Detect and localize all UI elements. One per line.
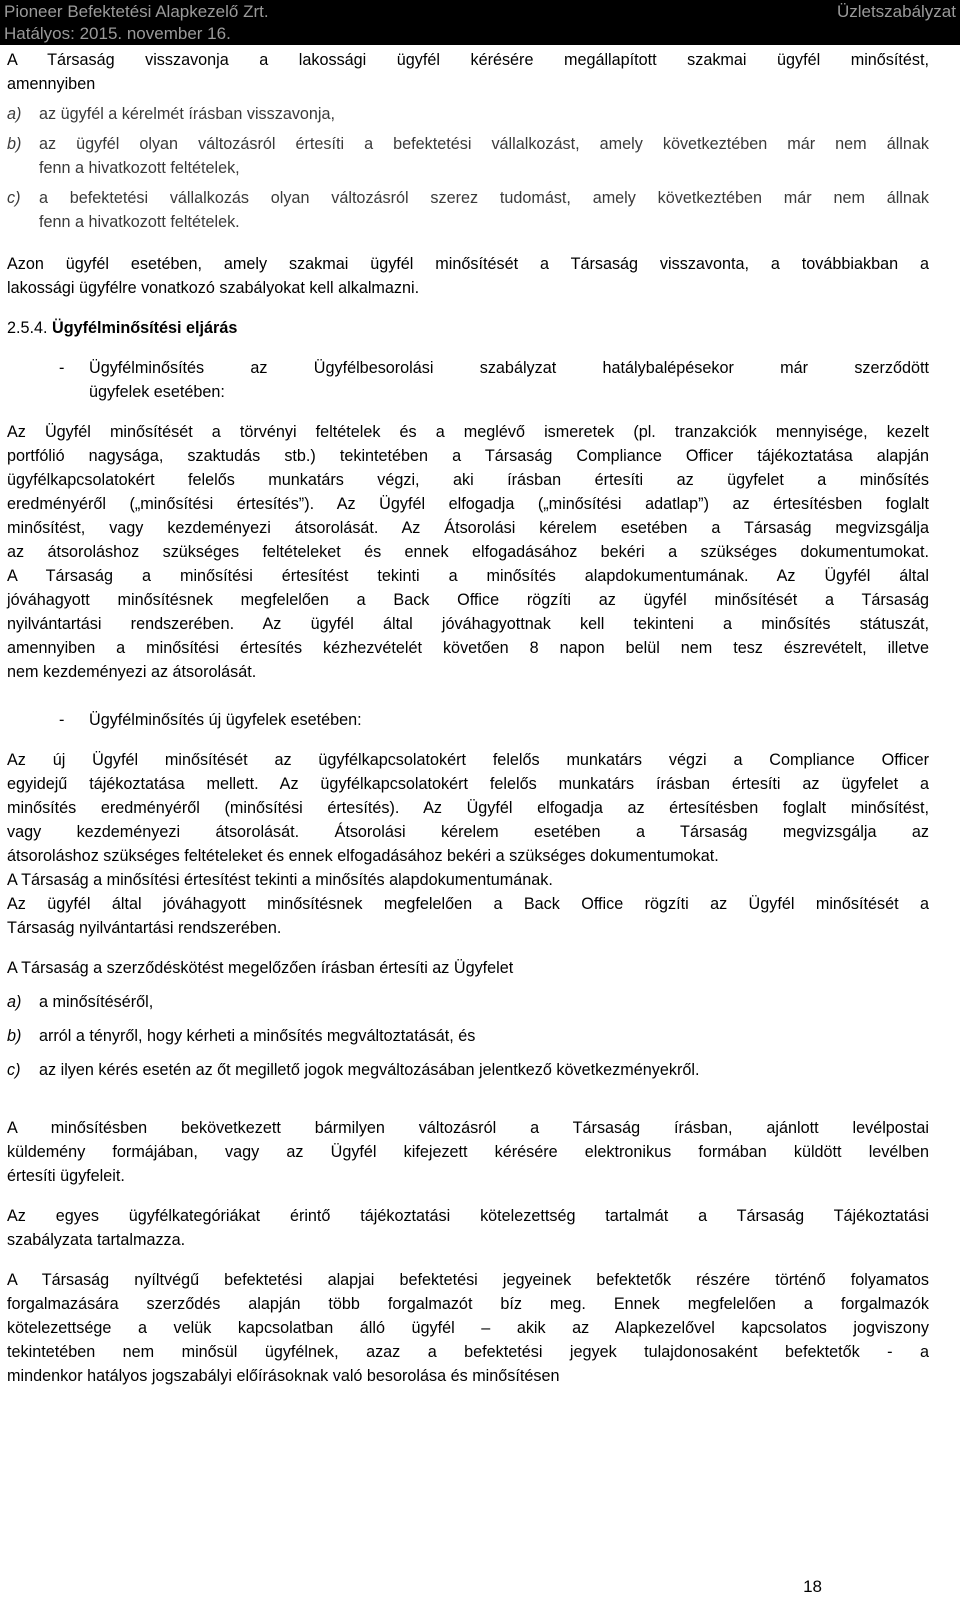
text-line: Társaság nyilvántartási rendszerében. (7, 919, 282, 937)
header-effective-date: Hatályos: 2015. november 16. (4, 24, 231, 43)
notify-intro: A Társaság a szerződéskötést megelőzően írásban értesíti az Ügyfelet (7, 959, 514, 977)
text-line: mindenkor hatályos jogszabályi előírásoknak való besorolása és minősítésen (7, 1367, 560, 1385)
open-end-paragraph (7, 1268, 929, 1388)
text-line: Az új Ügyfél minősítését az ügyfélkapcsolatokért felelős munkatárs végzi a Compliance Officer (7, 751, 929, 769)
dash-item-existing (7, 356, 929, 404)
text-line: amennyiben a minősítési értesítés kézhezvételét követően 8 napon belül nem tesz észrevételt, illetve (7, 639, 929, 657)
page-number: 18 (803, 1577, 822, 1596)
section-heading (7, 316, 929, 340)
text-line: az ügyfél a kérelmét írásban visszavonja, (39, 105, 336, 123)
text-line: a befektetési vállalkozás olyan változásról szerez tudomást, amely következtében már nem állnak (39, 189, 929, 207)
text-line: Ügyfélminősítés új ügyfelek esetében: (89, 711, 362, 729)
dash-item-new (7, 708, 929, 732)
text-line: A Társaság a minősítési értesítést tekinti a minősítés alapdokumentumának. (7, 871, 553, 889)
dash-label: - (59, 711, 65, 729)
text-line: nyilvántartási rendszerében. Az ügyfél által jóváhagyottnak kell tekinteni a minősítés státuszát, (7, 615, 929, 633)
text-line: arról a tényről, hogy kérheti a minősítés megváltoztatását, és (39, 1027, 476, 1045)
list-item-label: a) (7, 993, 22, 1011)
list-item (7, 990, 929, 1014)
text-line: nem kezdeményezi az átsorolását. (7, 663, 257, 681)
text-line: vagy kezdeményezi átsorolását. Átsorolási kérelem esetében a Társaság megvizsgálja az (7, 823, 929, 841)
header-document-title: Üzletszabályzat (836, 2, 956, 21)
text-line: fenn a hivatkozott feltételek, (39, 159, 240, 177)
withdraw-intro (7, 48, 929, 96)
text-line: jóváhagyott minősítésnek megfelelően a Back Office rögzíti az ügyfél minősítését a Társaság (7, 591, 929, 609)
new-clients-paragraph (7, 748, 929, 940)
list-item-label: a) (7, 105, 22, 123)
list-item (7, 186, 929, 234)
list-item (7, 1024, 929, 1048)
text-line: küldemény formájában, vagy az Ügyfél kifejezett kérésére elektronikus formában küldött levélben (7, 1143, 929, 1161)
text-line: A Társaság nyíltvégű befektetési alapjai befektetési jegyeinek befektetők részére történő folyamatos (7, 1271, 929, 1289)
text-line: az ilyen kérés esetén az őt megillető jogok megváltozásában jelentkező következményekről. (39, 1061, 700, 1079)
text-line: A Társaság visszavonja a lakossági ügyfél kérésére megállapított szakmai ügyfél minősítést, (7, 51, 929, 69)
header-company: Pioneer Befektetési Alapkezelő Zrt. (4, 2, 269, 21)
text-line: minősítést, vagy kezdeményezi átsorolását. Az Átsorolási kérelem esetében a Társaság megvizsgálja (7, 519, 929, 537)
text-line: értesíti ügyfeleit. (7, 1167, 125, 1185)
text-line: Az Ügyfél minősítését a törvényi feltételek és a meglévő ismeretek (pl. tranzakciók mennyisége, kezelt (7, 423, 929, 441)
list-item (7, 1058, 929, 1082)
text-line: kötelezettsége a velük kapcsolatban álló ügyfél – akik az Alapkezelővel kapcsolatos jogviszony (7, 1319, 929, 1337)
text-line: a minősítéséről, (39, 993, 154, 1011)
text-line: az átsoroláshoz szükséges feltételeket és ennek elfogadásához bekéri a szükséges dokumentumokat. (7, 543, 929, 561)
text-line: ügyfélkapcsolatokért felelős munkatárs végzi, aki írásban értesíti az ügyfelet a minősítés (7, 471, 929, 489)
text-line: Azon ügyfél esetében, amely szakmai ügyfél minősítését a Társaság visszavonta, a továbbiakban a (7, 255, 929, 273)
text-line: fenn a hivatkozott feltételek. (39, 213, 240, 231)
text-line: A Társaság a minősítési értesítést tekinti a minősítés alapdokumentumának. Az Ügyfél által (7, 567, 929, 585)
text-line: egyidejű tájékoztatása mellett. Az ügyfélkapcsolatokért felelős munkatárs írásban értesíti az ügyfelet a (7, 775, 929, 793)
text-line: tekintetében nem minősül ügyfélnek, azaz a befektetési jegyek tulajdonosaként befektetők - a (7, 1343, 929, 1361)
list-item-label: b) (7, 135, 22, 153)
info-paragraph (7, 1204, 929, 1252)
text-line: forgalmazására szerződés alapján több forgalmazót bíz meg. Ennek megfelelően a forgalmazók (7, 1295, 929, 1313)
text-line: A minősítésben bekövetkezett bármilyen változásról a Társaság írásban, ajánlott levélpostai (7, 1119, 929, 1137)
page-header (0, 0, 960, 45)
text-line: amennyiben (7, 75, 96, 93)
list-item (7, 132, 929, 180)
list-item-label: c) (7, 1061, 21, 1079)
section-number: 2.5.4. (7, 319, 48, 337)
text-line: átsoroláshoz szükséges feltételeket és ennek elfogadásához bekéri a szükséges dokumentumokat. (7, 847, 719, 865)
section-title: Ügyfélminősítési eljárás (52, 319, 238, 337)
text-line: Az ügyfél által jóváhagyott minősítésnek megfelelően a Back Office rögzíti az Ügyfél minősítését a (7, 895, 929, 913)
text-line: minősítés eredményéről (minősítési értesítés). Az Ügyfél elfogadja az értesítésben foglalt minősítést, (7, 799, 929, 817)
text-line: Az egyes ügyfélkategóriákat érintő tájékoztatási kötelezettség tartalmát a Társaság Tájékoztatási (7, 1207, 929, 1225)
existing-paragraph (7, 420, 929, 684)
list-item (7, 102, 929, 126)
text-line: az ügyfél olyan változásról értesíti a befektetési vállalkozást, amely következtében már nem állnak (39, 135, 929, 153)
document-body (7, 48, 929, 1388)
list-item-label: b) (7, 1027, 22, 1045)
text-line: eredményéről („minősítési értesítés”). Az Ügyfél elfogadja („minősítési adatlap”) az értesítésben foglalt (7, 495, 929, 513)
text-line: szabályzata tartalmazza. (7, 1231, 186, 1249)
withdraw-after (7, 252, 929, 300)
text-line: portfólió nagysága, szaktudás stb.) tekintetében a Társaság Compliance Officer tájékoztatása alapján (7, 447, 929, 465)
text-line: lakossági ügyfélre vonatkozó szabályokat kell alkalmazni. (7, 279, 420, 297)
list-item-label: c) (7, 189, 21, 207)
text-line: Ügyfélminősítés az Ügyfélbesorolási szabályzat hatálybalépésekor már szerződött (89, 359, 929, 377)
dash-label: - (59, 359, 65, 377)
changes-paragraph (7, 1116, 929, 1188)
text-line: ügyfelek esetében: (89, 383, 225, 401)
